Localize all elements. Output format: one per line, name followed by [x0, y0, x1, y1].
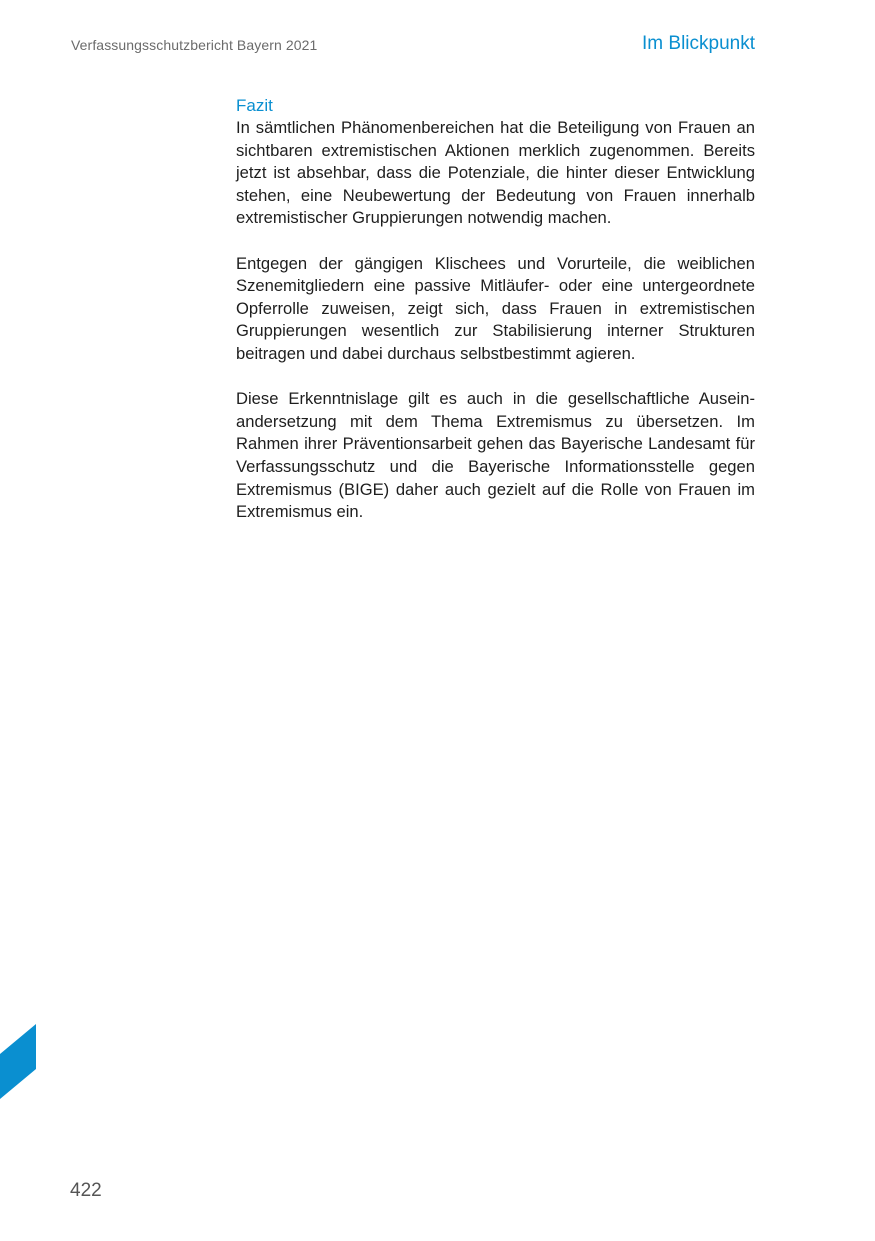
section-title: Im Blickpunkt: [642, 33, 755, 54]
paragraph-3: Diese Erkenntnislage gilt es auch in die gesellschaftliche Auseinandersetzung mit dem Thema Extremismus zu übersetzen. Im Rahmen ihrer Präventionsarbeit gehen das Bayerische Landesamt für Verfassungsschutz und die Bayerische Informationsstelle gegen Extremismus (BIGE) daher auch gezielt auf die Rolle von Frauen im Extremismus ein.: [236, 389, 755, 522]
publication-title: Verfassungsschutzbericht Bayern 2021: [71, 37, 318, 53]
corner-decoration-shape: [0, 1024, 36, 1099]
main-content: [236, 95, 755, 524]
paragraph-2: Entgegen der gängigen Klischees und Vorurteile, die weiblichen Szenemitgliedern eine passive Mitläufer- oder eine untergeordnete Opferrolle zuweisen, zeigt sich, dass Frauen in extremistischen Gruppierungen wesentlich zur Stabilisierung interner Strukturen beitragen und dabei durchaus selbstbestimmt agieren.: [236, 253, 755, 363]
section-heading: Fazit: [236, 96, 273, 115]
page-number: 422: [70, 1180, 102, 1201]
paragraph-1: In sämtlichen Phänomenbereichen hat die Beteiligung von Frauen an sichtbaren extremistischen Aktionen merklich zugenommen. Bereits jetzt ist absehbar, dass die Potenziale, die hinter dieser Entwicklung stehen, eine Neubewertung der Bedeutung von Frauen innerhalb extremistischer Gruppierungen notwendig machen.: [236, 118, 755, 228]
